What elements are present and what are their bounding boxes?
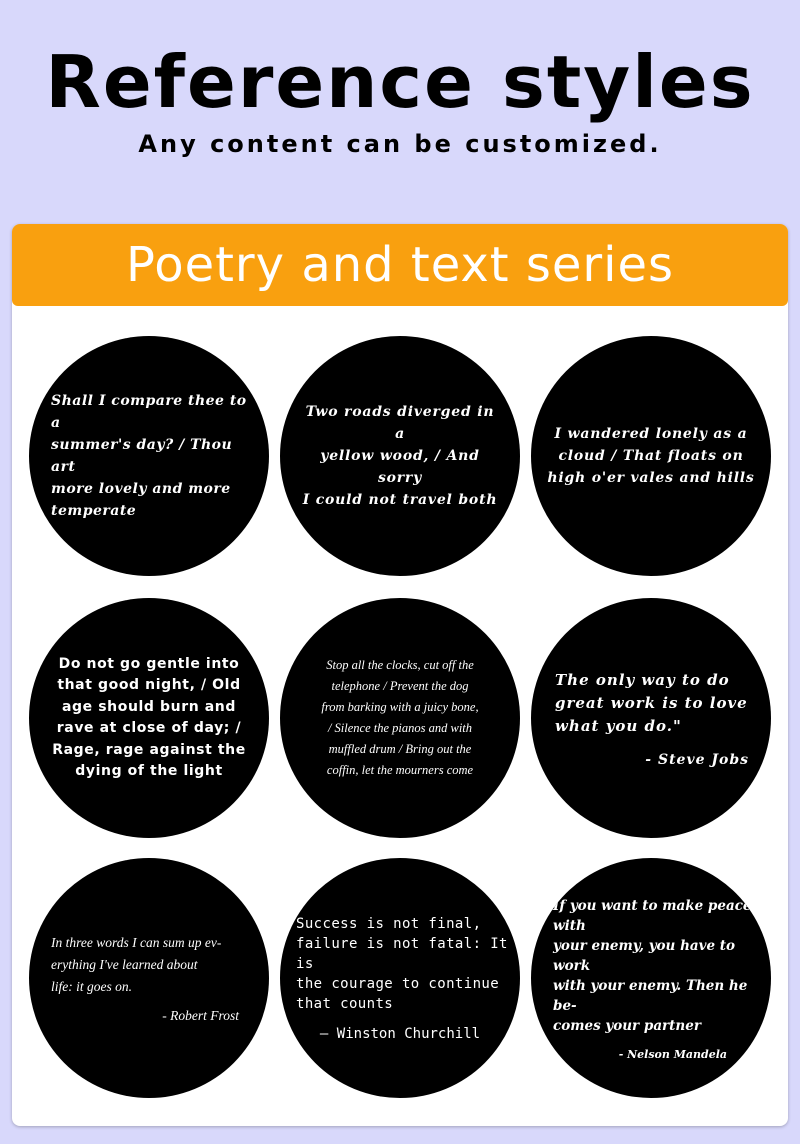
quote-circle-2 <box>280 336 520 576</box>
quote-circle-1 <box>29 336 269 576</box>
quote-text: Stop all the clocks, cut off the telephone / Prevent the dog from barking with a juicy bone, / Silence the pianos and with muffled drum / Bring out the coffin, let the mourners come <box>321 658 479 777</box>
quote-circle-3 <box>531 336 771 576</box>
quote-circle-9 <box>531 858 771 1098</box>
series-banner: Poetry and text series <box>12 224 788 306</box>
quote-circle-5 <box>280 598 520 838</box>
quote-author: - Robert Frost <box>162 1008 239 1023</box>
poetry-panel <box>12 224 788 1126</box>
quote-author: - Nelson Mandela <box>618 1047 727 1061</box>
quote-text: Two roads diverged in a yellow wood, / And sorry I could not travel both <box>302 404 498 508</box>
quote-circle-8 <box>280 858 520 1098</box>
quote-text: In three words I can sum up ev- erything I've learned about life: it goes on. <box>51 935 222 994</box>
quote-author: — Winston Churchill <box>319 1026 481 1042</box>
quote-text: I wandered lonely as a cloud / That floats on high o'er vales and hills <box>547 426 755 486</box>
quote-text: Do not go gentle into that good night, / Old age should burn and rave at close of day; / Rage, rage against the dying of the light <box>52 655 246 779</box>
quote-text: The only way to do great work is to love what you do." <box>555 670 748 735</box>
quote-author: - Steve Jobs <box>645 751 749 768</box>
quote-text: Success is not final, failure is not fatal: It is the courage to continue that counts <box>296 916 508 1012</box>
quote-circle-6 <box>531 598 771 838</box>
quote-circle-4 <box>29 598 269 838</box>
quote-text: If you want to make peace with your enemy, you have to work with your enemy. Then he be- comes your partner <box>553 897 752 1034</box>
quote-circle-7 <box>29 858 269 1098</box>
page-title: Reference styles <box>45 40 755 124</box>
page-subtitle: Any content can be customized. <box>138 130 662 158</box>
quote-text: Shall I compare thee to a summer's day? / Thou art more lovely and more temperate <box>51 393 247 519</box>
header <box>0 0 800 222</box>
